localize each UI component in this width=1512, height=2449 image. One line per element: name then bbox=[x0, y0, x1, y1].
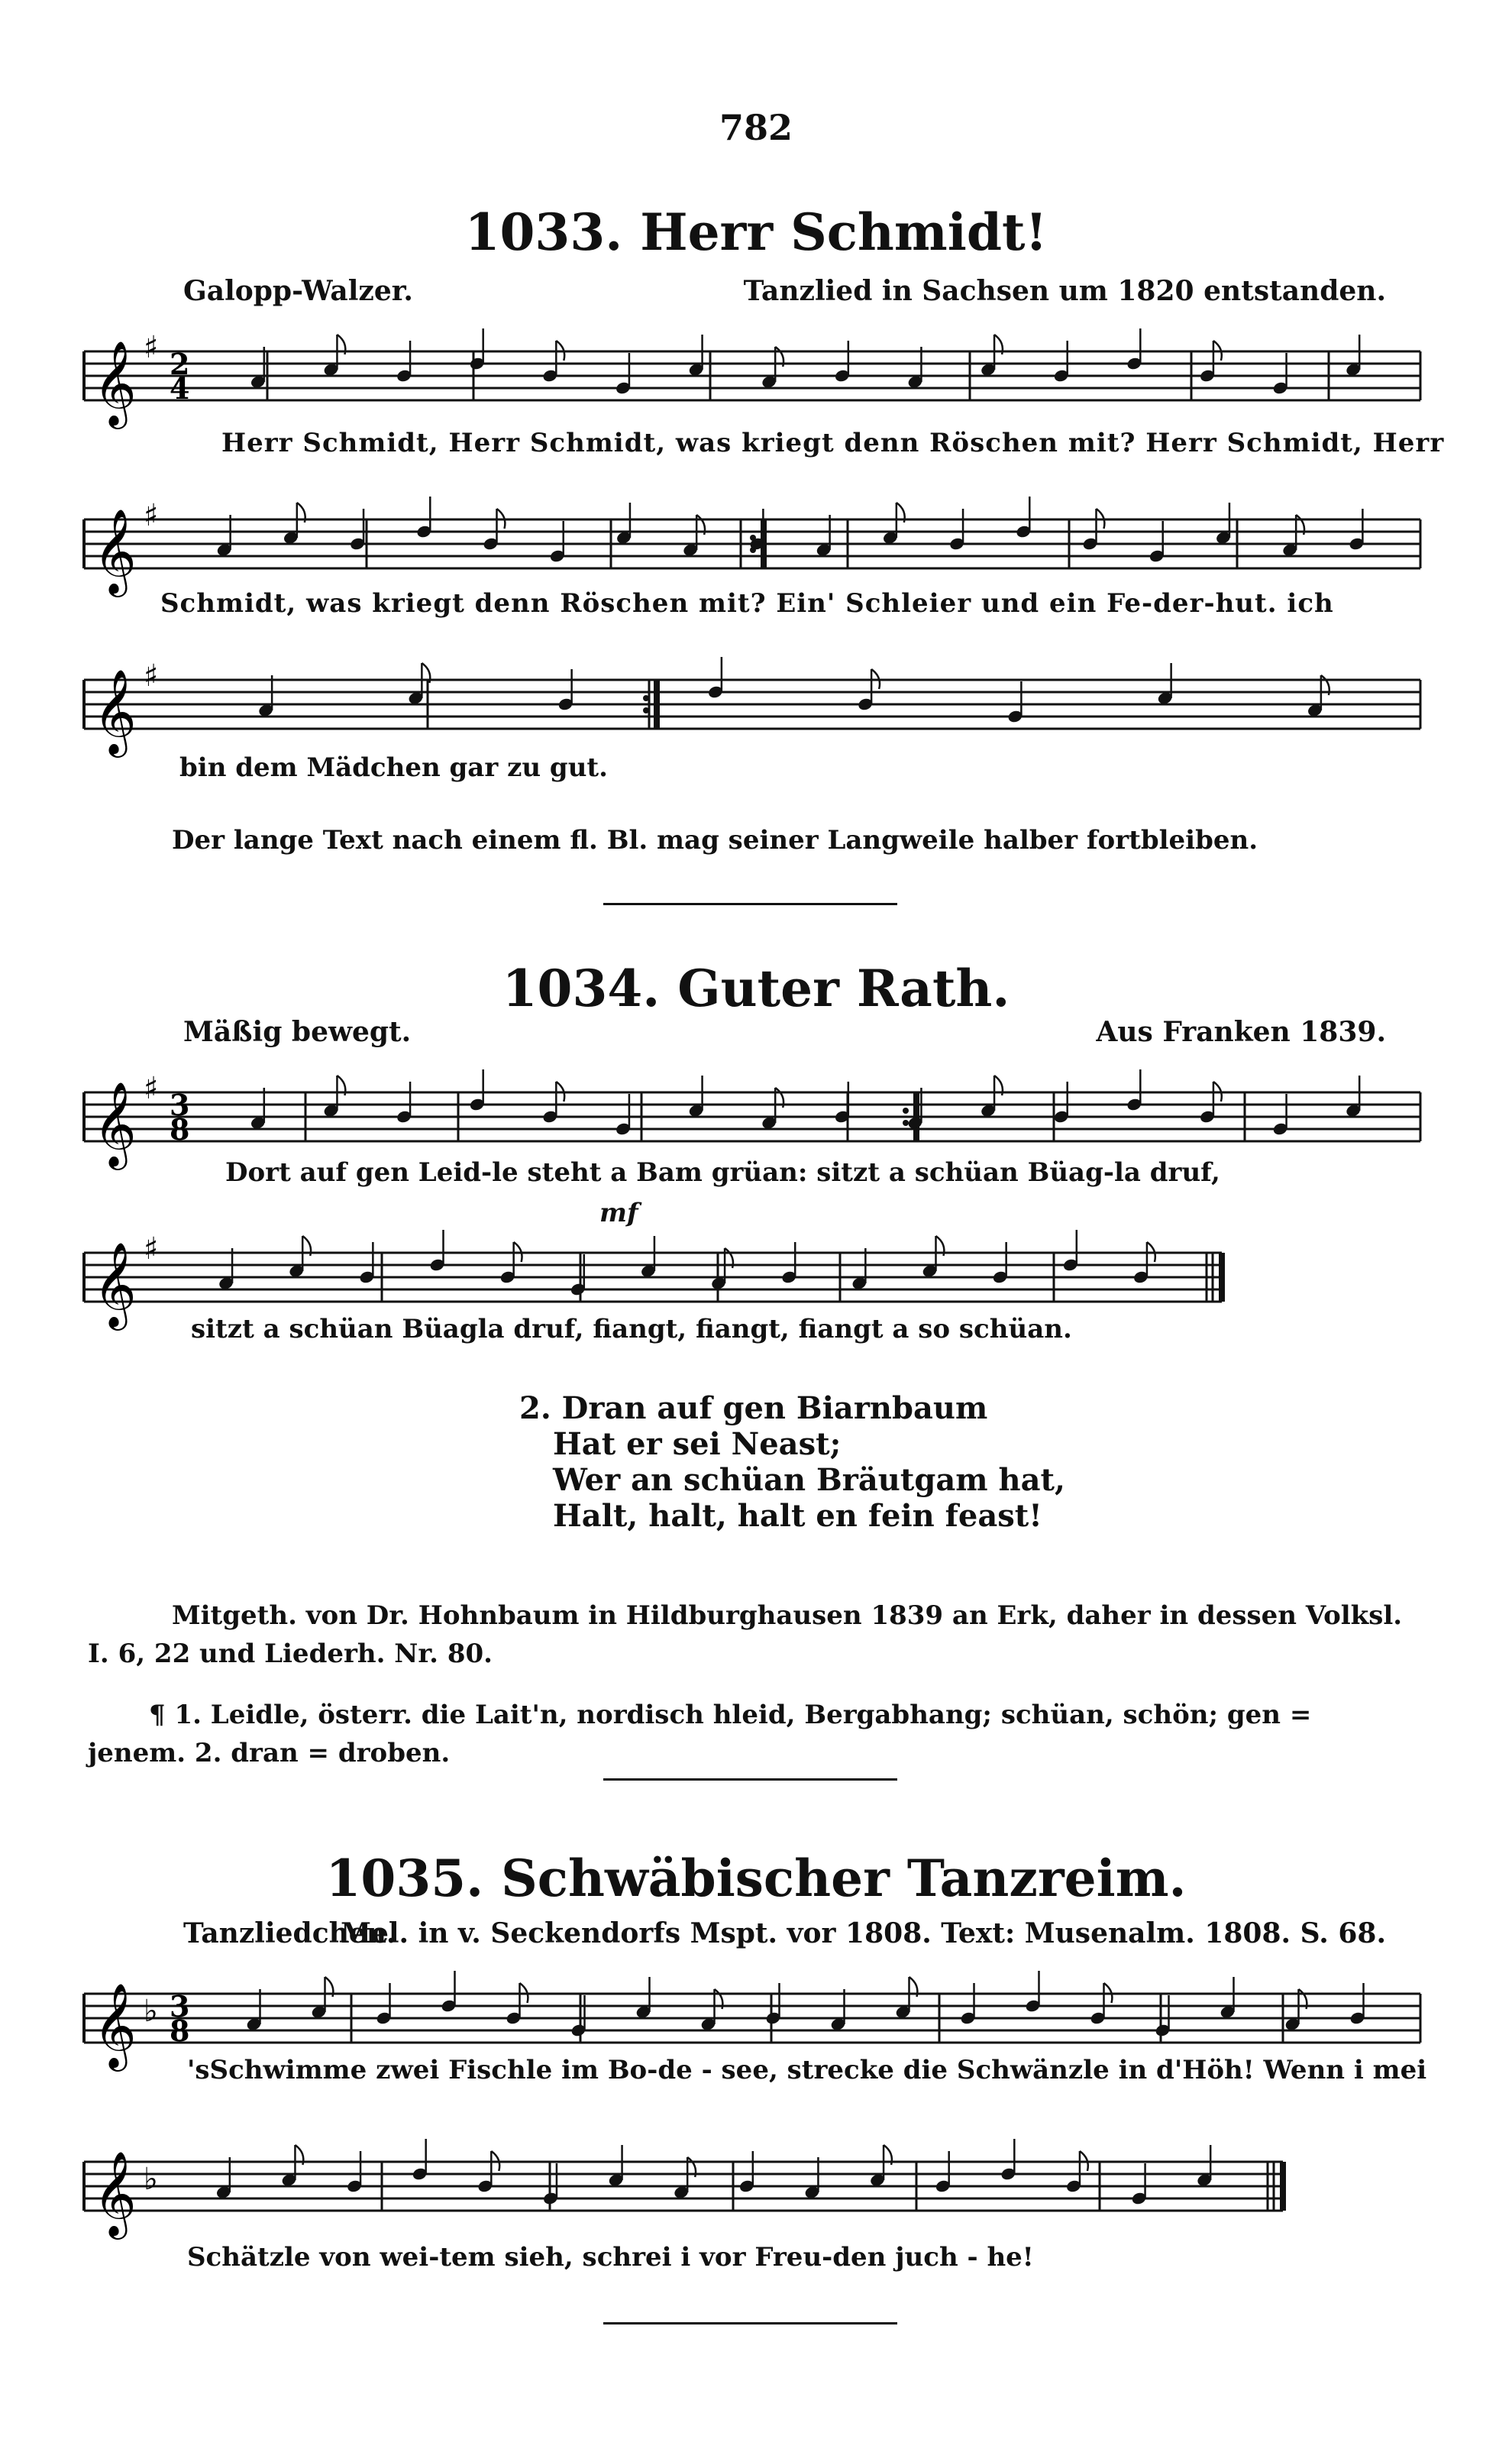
music-staff-1034-2 bbox=[76, 1222, 1420, 1329]
music-staff-1033-1 bbox=[76, 321, 1420, 428]
section-divider bbox=[603, 2322, 897, 2324]
song-title-1035: 1035. Schwäbischer Tanzreim. bbox=[325, 1849, 1187, 1908]
music-staff-1035-1 bbox=[76, 1963, 1420, 2070]
tempo-1033: Galopp-Walzer. bbox=[183, 275, 413, 307]
treble-clef-icon: 𝄞 bbox=[93, 1241, 137, 1327]
time-signature-numerator: 3 bbox=[170, 1989, 190, 2024]
origin-1033: Tanzlied in Sachsen um 1820 entstanden. bbox=[743, 275, 1386, 307]
footnote-1034: ¶ 1. Leidle, österr. die Lait'n, nordisch hleid, Bergabhang; schüan, schön; gen = jenem. 2. dran = droben. bbox=[88, 1700, 1312, 1768]
time-signature-denominator: 8 bbox=[170, 1112, 190, 1147]
source-note-1034: Mitgeth. von Dr. Hohnbaum in Hildburghausen 1839 an Erk, daher in dessen Volksl. I. 6, 22 und Liederh. Nr. 80. bbox=[88, 1600, 1403, 1669]
verse-line: Halt, halt, halt en fein feast! bbox=[553, 1498, 1042, 1534]
treble-clef-icon: 𝄞 bbox=[93, 1081, 137, 1166]
verse-line: 2. Dran auf gen Biarnbaum bbox=[519, 1390, 988, 1426]
time-signature-denominator: 4 bbox=[170, 371, 190, 406]
sharp-icon: ♯ bbox=[144, 1070, 159, 1106]
repeat-dot bbox=[903, 1120, 909, 1126]
dynamic-mark: mf bbox=[599, 1198, 638, 1228]
music-staff-1034-1 bbox=[76, 1062, 1420, 1169]
tempo-1035: Tanzliedchen. bbox=[183, 1917, 396, 1949]
treble-clef-icon: 𝄞 bbox=[93, 1982, 137, 2068]
time-signature-numerator: 3 bbox=[170, 1088, 190, 1122]
music-staff-1033-2 bbox=[76, 489, 1420, 596]
treble-clef-icon: 𝄞 bbox=[93, 2150, 137, 2236]
treble-clef-icon: 𝄞 bbox=[93, 340, 137, 425]
music-staff-1035-2 bbox=[76, 2131, 1420, 2238]
section-divider bbox=[603, 1778, 897, 1781]
tempo-1034: Mäßig bewegt. bbox=[183, 1016, 412, 1048]
sharp-icon: ♯ bbox=[144, 1231, 159, 1267]
flat-icon: ♭ bbox=[144, 1993, 158, 2029]
flat-icon: ♭ bbox=[144, 2161, 158, 2197]
time-signature-denominator: 8 bbox=[170, 2014, 190, 2048]
lyric-line-1034-2: sitzt a schüan Büagla druf, fiangt, fiangt, fiangt a so schüan. bbox=[191, 1314, 1072, 1344]
verse-2 bbox=[519, 1390, 1065, 1534]
sharp-icon: ♯ bbox=[144, 497, 159, 533]
repeat-dot bbox=[643, 695, 649, 701]
lyric-line-1033-2: Schmidt, was kriegt denn Röschen mit? Ein' Schleier und ein Fe-der-hut. ich bbox=[160, 588, 1334, 619]
page-number: 782 bbox=[719, 107, 793, 148]
song-title-1033: 1033. Herr Schmidt! bbox=[464, 202, 1048, 262]
verse-line: Hat er sei Neast; bbox=[553, 1426, 842, 1462]
note-1033: Der lange Text nach einem fl. Bl. mag seiner Langweile halber fortbleiben. bbox=[172, 825, 1258, 856]
repeat-dot bbox=[643, 707, 649, 713]
lyric-line-1033-3: bin dem Mädchen gar zu gut. bbox=[179, 752, 608, 783]
lyric-line-1033-1: Herr Schmidt, Herr Schmidt, was kriegt denn Röschen mit? Herr Schmidt, Herr bbox=[221, 428, 1445, 458]
section-divider bbox=[603, 903, 897, 905]
treble-clef-icon: 𝄞 bbox=[93, 668, 137, 754]
time-signature-numerator: 2 bbox=[170, 347, 190, 381]
song-title-1034: 1034. Guter Rath. bbox=[502, 959, 1010, 1018]
sharp-icon: ♯ bbox=[144, 658, 159, 694]
sharp-icon: ♯ bbox=[144, 329, 159, 365]
origin-1035: Mel. in v. Seckendorfs Mspt. vor 1808. Text: Musenalm. 1808. S. 68. bbox=[341, 1917, 1386, 1949]
repeat-dot bbox=[903, 1108, 909, 1114]
treble-clef-icon: 𝄞 bbox=[93, 508, 137, 594]
music-staff-1033-3 bbox=[76, 649, 1420, 756]
origin-1034: Aus Franken 1839. bbox=[1096, 1016, 1386, 1048]
lyric-line-1034-1: Dort auf gen Leid-le steht a Bam grüan: sitzt a schüan Büag-la druf, bbox=[225, 1157, 1220, 1188]
lyric-line-1035-2: Schätzle von wei-tem sieh, schrei i vor Freu-den juch - he! bbox=[187, 2242, 1034, 2273]
verse-line: Wer an schüan Bräutgam hat, bbox=[553, 1462, 1065, 1498]
lyric-line-1035-1: 'sSchwimme zwei Fischle im Bo-de - see, strecke die Schwänzle in d'Höh! Wenn i mei bbox=[187, 2055, 1427, 2085]
